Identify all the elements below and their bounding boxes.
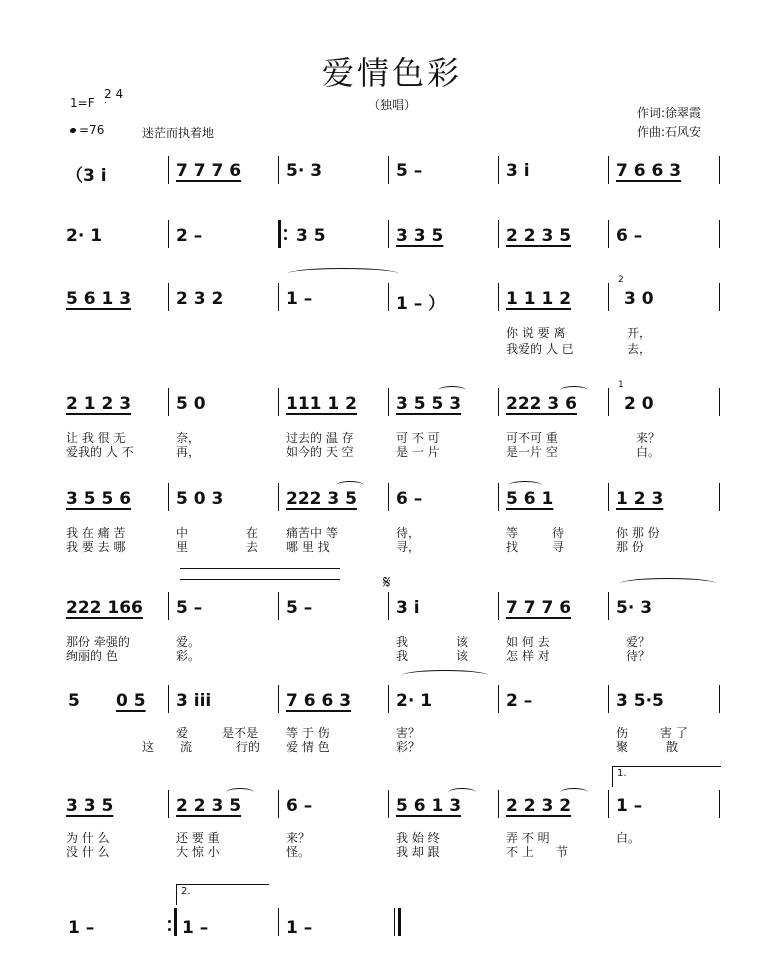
lyric: 大 惊 小 bbox=[176, 845, 220, 859]
lyric: 再， bbox=[176, 445, 201, 459]
measure: 3 5·5 bbox=[616, 691, 664, 711]
lyric: 是不是 bbox=[222, 726, 259, 740]
first-ending: 1. bbox=[612, 766, 721, 787]
lyric: 中 bbox=[176, 526, 189, 540]
time-signature bbox=[104, 86, 124, 102]
lyric: 绚丽的 色 bbox=[66, 649, 118, 663]
lyric: 去， bbox=[627, 342, 652, 356]
measure: 2 0 bbox=[624, 394, 654, 414]
lyric: 害 了 bbox=[660, 726, 688, 740]
lyric: 还 要 重 bbox=[176, 831, 220, 845]
lyric: 爱 bbox=[176, 726, 189, 740]
measure: 1 – bbox=[182, 918, 209, 938]
lyric: 我 在 痛 苦 bbox=[66, 526, 126, 540]
measure: 2 – bbox=[176, 226, 203, 246]
lyric: 过去的 温 存 bbox=[286, 431, 354, 445]
lyric: 为 什 么 bbox=[66, 831, 110, 845]
lyric: 你 说 要 离 bbox=[506, 326, 566, 340]
lyric: 我爱的 人 已 bbox=[506, 342, 574, 356]
variant-marker: 2 bbox=[618, 275, 624, 285]
time-signature-bottom: 4 bbox=[115, 87, 124, 101]
lyric: 在 bbox=[246, 526, 259, 540]
lyric: 散 bbox=[666, 740, 679, 754]
measure: 3 i bbox=[396, 598, 420, 618]
measure: 2 1 2 3 bbox=[66, 394, 132, 414]
measure: 3 iii bbox=[176, 691, 212, 711]
lyric: 开， bbox=[627, 326, 652, 340]
lyric: 我 bbox=[396, 649, 409, 663]
lyric: 爱我的 人 不 bbox=[66, 445, 134, 459]
composer-credit: 作曲:石风安 bbox=[637, 125, 702, 139]
song-title: 爱情色彩 bbox=[321, 54, 462, 92]
lyric: 爱 情 色 bbox=[286, 740, 330, 754]
measure: 6 – bbox=[616, 226, 643, 246]
tie-line bbox=[180, 568, 340, 580]
measure: 2 2 3 5 bbox=[176, 796, 242, 816]
measure: 5· 3 bbox=[286, 161, 323, 181]
measure: 5 – bbox=[286, 598, 313, 618]
measure: 7 7 7 6 bbox=[176, 161, 242, 181]
measure: 1 2 3 bbox=[616, 489, 664, 509]
time-signature-top: 2 bbox=[104, 87, 112, 101]
measure: 3 i bbox=[506, 161, 530, 181]
measure: 2 3 2 bbox=[176, 289, 224, 309]
lyric: 里 bbox=[176, 540, 189, 554]
lyric: 是 一 片 bbox=[396, 445, 440, 459]
lyric: 没 什 么 bbox=[66, 845, 110, 859]
lyric: 找 bbox=[506, 540, 519, 554]
lyric: 我 bbox=[396, 635, 409, 649]
measure: 5 6 1 3 bbox=[66, 289, 132, 309]
measure: 6 – bbox=[396, 489, 423, 509]
lyric: 是一片 空 bbox=[506, 445, 558, 459]
lyric: 怪。 bbox=[286, 845, 311, 859]
measure: 5 – bbox=[396, 161, 423, 181]
measure: 3 5 5 6 bbox=[66, 489, 132, 509]
measure: 5 – bbox=[176, 598, 203, 618]
lyric: 奈， bbox=[176, 431, 201, 445]
measure: 2· 1 bbox=[396, 691, 433, 711]
lyricist-credit: 作词:徐翠霞 bbox=[637, 106, 702, 120]
measure: 7 7 7 6 bbox=[506, 598, 572, 618]
measure: 5 0 bbox=[176, 394, 206, 414]
key-signature: 1=F bbox=[70, 96, 95, 110]
lyric: 彩？ bbox=[396, 740, 421, 754]
variant-marker: 1 bbox=[618, 380, 624, 390]
measure: 3 5 5 3 bbox=[396, 394, 462, 414]
measure: 3 5 bbox=[296, 226, 326, 246]
lyric: 我 要 去 哪 bbox=[66, 540, 126, 554]
measure: 222 166 bbox=[66, 598, 143, 618]
measure: 5· 3 bbox=[616, 598, 653, 618]
measure: 0 5 bbox=[116, 691, 146, 711]
lyric: 不 上 bbox=[506, 845, 534, 859]
performance-type: （独唱） bbox=[367, 98, 416, 112]
measure: 1 – bbox=[616, 796, 643, 816]
measure: 3 3 5 bbox=[396, 226, 444, 246]
measure: 222 3 6 bbox=[506, 394, 577, 414]
measure: 111 1 2 bbox=[286, 394, 357, 414]
lyric: 弄 不 明 bbox=[506, 831, 550, 845]
lyric: 等 bbox=[506, 526, 519, 540]
second-ending: 2. bbox=[176, 884, 269, 905]
lyric: 白。 bbox=[616, 831, 641, 845]
lyric: 等 于 伤 bbox=[286, 726, 330, 740]
lyric: 哪 里 找 bbox=[286, 540, 330, 554]
measure: 2· 1 bbox=[66, 226, 103, 246]
measure: 1 – bbox=[68, 918, 95, 938]
segno-icon: 𝄋 bbox=[383, 572, 391, 593]
measure: 7 6 6 3 bbox=[616, 161, 682, 181]
quarter-note-icon bbox=[69, 127, 76, 134]
measure: 2 2 3 5 bbox=[506, 226, 572, 246]
lyric: 待 bbox=[552, 526, 565, 540]
lyric: 该 bbox=[456, 635, 469, 649]
measure: 5 6 1 bbox=[506, 489, 554, 509]
lyric: 该 bbox=[456, 649, 469, 663]
lyric: 来？ bbox=[286, 831, 311, 845]
measure: （3 i bbox=[66, 166, 107, 186]
lyric: 我 却 跟 bbox=[396, 845, 440, 859]
tempo-marking: =76 bbox=[70, 123, 104, 137]
measure: 5 6 1 3 bbox=[396, 796, 462, 816]
lyric: 可 不 可 bbox=[396, 431, 440, 445]
measure: 5 0 3 bbox=[176, 489, 224, 509]
measure: 1 – ） bbox=[396, 294, 446, 314]
lyric: 彩。 bbox=[176, 649, 201, 663]
lyric: 害？ bbox=[396, 726, 421, 740]
lyric: 爱？ bbox=[626, 635, 651, 649]
measure: 5 bbox=[68, 691, 80, 711]
lyric: 节 bbox=[556, 845, 569, 859]
lyric: 行的 bbox=[236, 740, 261, 754]
lyric: 如 何 去 bbox=[506, 635, 550, 649]
lyric: 伤 bbox=[616, 726, 629, 740]
lyric: 待？ bbox=[626, 649, 651, 663]
lyric: 爱。 bbox=[176, 635, 201, 649]
measure: 3 0 bbox=[624, 289, 654, 309]
lyric: 流 bbox=[180, 740, 193, 754]
expression-marking: 迷茫而执着地 bbox=[142, 126, 215, 140]
lyric: 聚 bbox=[616, 740, 629, 754]
measure: 6 – bbox=[286, 796, 313, 816]
lyric: 白。 bbox=[636, 445, 661, 459]
lyric: 去 bbox=[246, 540, 259, 554]
lyric: 待， bbox=[396, 526, 421, 540]
measure: 2 – bbox=[506, 691, 533, 711]
measure: 1 – bbox=[286, 918, 313, 938]
lyric: 如今的 天 空 bbox=[286, 445, 354, 459]
lyric: 我 始 终 bbox=[396, 831, 440, 845]
lyric: 这 bbox=[142, 740, 155, 754]
lyric: 你 那 份 bbox=[616, 526, 660, 540]
measure: 3 3 5 bbox=[66, 796, 114, 816]
measure: 2 2 3 2 bbox=[506, 796, 572, 816]
measure: 1 1 1 2 bbox=[506, 289, 572, 309]
lyric: 寻， bbox=[396, 540, 421, 554]
measure: 7 6 6 3 bbox=[286, 691, 352, 711]
lyric: 让 我 很 无 bbox=[66, 431, 126, 445]
lyric: 怎 样 对 bbox=[506, 649, 550, 663]
lyric: 来？ bbox=[636, 431, 661, 445]
measure: 222 3 5 bbox=[286, 489, 357, 509]
lyric: 那 份 bbox=[616, 540, 644, 554]
measure: 1 – bbox=[286, 289, 313, 309]
lyric: 痛苦中 等 bbox=[286, 526, 338, 540]
lyric: 可不可 重 bbox=[506, 431, 558, 445]
lyric: 那份 牵强的 bbox=[66, 635, 130, 649]
lyric: 寻 bbox=[552, 540, 565, 554]
